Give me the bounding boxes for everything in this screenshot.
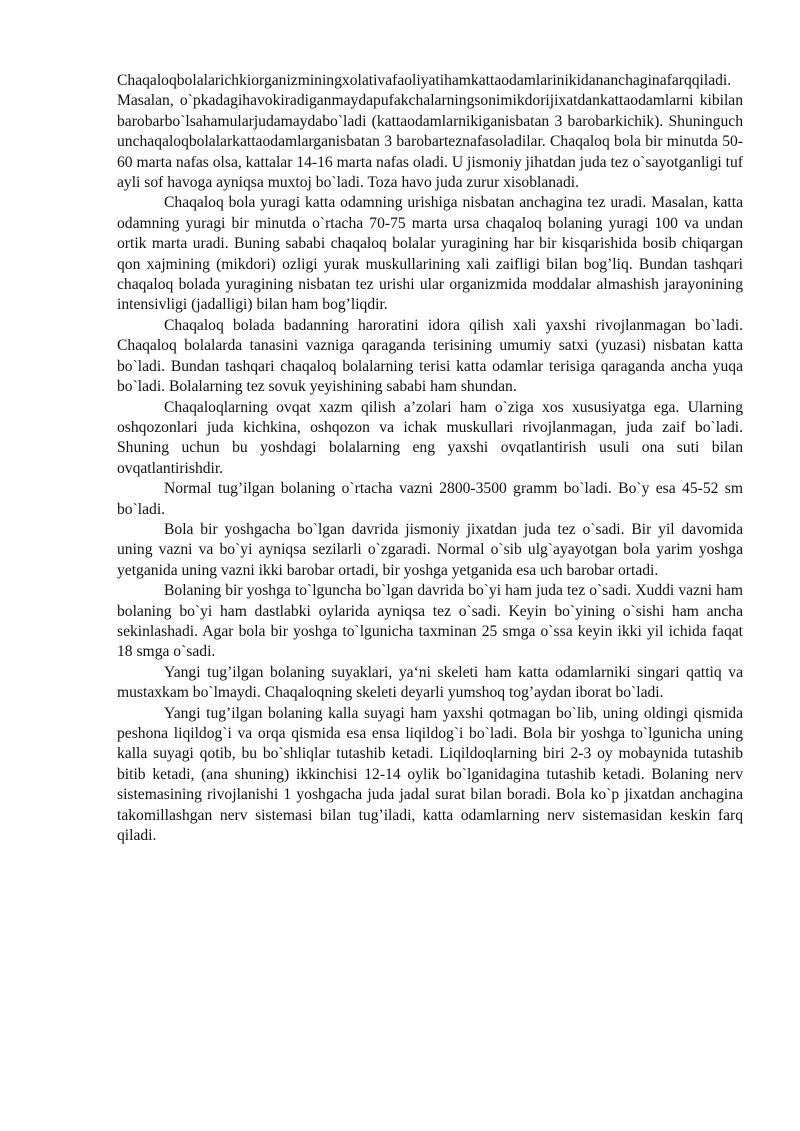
paragraph-2: Chaqaloq bola yuragi katta odamning urishiga nisbatan anchagina tez uradi. Masalan, katta odamning yuragi bir minutda o`rtacha 70-75 marta ursa chaqaloq bolaning yuragi 100 va undan ortik marta uradi. Buning sababi chaqaloq bolalar yuragining har bir kisqarishida bosib chiqargan qon xajmining (mikdori) ozligi yurak muskullarining xali zaifligi bilan bog’liq. Bundan tashqari chaqaloq bolada yuragining nisbatan tez urishi ular organizmida moddalar almashish jarayonining intensivligi (jadalligi) bilan ham bog’liqdir. [117, 194, 743, 314]
paragraph-6: Bola bir yoshgacha bo`lgan davrida jismoniy jixatdan juda tez o`sadi. Bir yil davomida uning vazni va bo`yi ayniqsa sezilarli o`zgaradi. Normal o`sib ulg`ayayotgan bola yarim yoshga yetganida uning vazni ikki barobar ortadi, bir yoshga yetganida esa uch barobar ortadi. [117, 520, 743, 579]
paragraph-3: Chaqaloq bolada badanning haroratini idora qilish xali yaxshi rivojlanmagan bo`ladi. Chaqaloq bolalarda tanasini vazniga qaraganda terisining umumiy satxi (yuzasi) nisbatan katta bo`ladi. Bundan tashqari chaqaloq bolalarning terisi katta odamlar terisiga qaraganda ancha yuqa bo`ladi. Bolalarning tez sovuk yeyishining sababi ham shundan. [117, 316, 743, 396]
paragraph-4: Chaqaloqlarning ovqat xazm qilish a’zolari ham o`ziga xos xususiyatga ega. Ularning oshqozonlari juda kichkina, oshqozon va ichak muskullari rivojlanmagan, juda zaif bo`ladi. Shuning uchun bu yoshdagi bolalarning eng yaxshi ovqatlantirish usuli ona suti bilan ovqatlantirishdir. [117, 398, 743, 477]
paragraph-1-text: Chaqaloqbolalarichkiorganizminingxolativafaoliyatihamkattaodamlarinikidananchaginafarqqiladi. Masalan, o`pkadagihavokiradiganmaydapufakchalarningsonimikdorijixatdankattaodamlarni kibilanbarobarbo`lsahamularjudamaydabo`ladi (kattaodamlarnikiganisbatan 3 barobarkichik). Shuninguchunchaqaloqbolalarkattaodamlarganisbatan 3 barobarteznafasoladilar. Chaqaloq bola bir minutda 50-60 marta nafas olsa, kattalar 14-16 marta nafas oladi. U jismoniy jihatdan juda tez o`sayotganligi tufayli sof havoga ayniqsa muxtoj bo`ladi. Toza havo juda zurur xisoblanadi. [117, 72, 743, 192]
paragraph-7: Bolaning bir yoshga to`lguncha bo`lgan davrida bo`yi ham juda tez o`sadi. Xuddi vazni ham bolaning bo`yi ham dastlabki oylarida ayniqsa tez o`sadi. Keyin bo`yining o`sishi ham ancha sekinlashadi. Agar bola bir yoshga to`lgunicha taxminan 25 smga o`ssa keyin ikki yil ichida faqat 18 smga o`sadi. [117, 582, 743, 661]
paragraph-9: Yangi tug’ilgan bolaning kalla suyagi ham yaxshi qotmagan bo`lib, uning oldingi qismida peshona liqildog`i va orqa qismida esa ensa liqildog`i bo`ladi. Bola bir yoshga to`lgunicha uning kalla suyagi qotib, bu bo`shliqlar tutashib ketadi. Liqildoqlarning biri 2-3 oy mobaynida tutashib bitib ketadi, (ana shuning) ikkinchisi 12-14 oylik bo`lganidagina tutashib ketadi. Bolaning nerv sistemasining rivojlanishi 1 yoshgacha juda jadal surat bilan boradi. Bola ko`p jixatdan anchagina takomillashgan nerv sistemasi bilan tug’iladi, katta odamlarning nerv sistemasidan keskin farq qiladi. [117, 704, 743, 845]
paragraph-5: Normal tug’ilgan bolaning o`rtacha vazni 2800-3500 gramm bo`ladi. Bo`y esa 45-52 sm bo`ladi. [117, 480, 743, 518]
paragraph-8: Yangi tug’ilgan bolaning suyaklari, ya‘ni skeleti ham katta odamlarniki singari qattiq va mustaxkam bo`lmaydi. Chaqaloqning skeleti deyarli yumshoq tog’aydan iborat bo`ladi. [117, 663, 743, 702]
paragraph-1 [117, 71, 743, 193]
document-body [117, 71, 743, 846]
